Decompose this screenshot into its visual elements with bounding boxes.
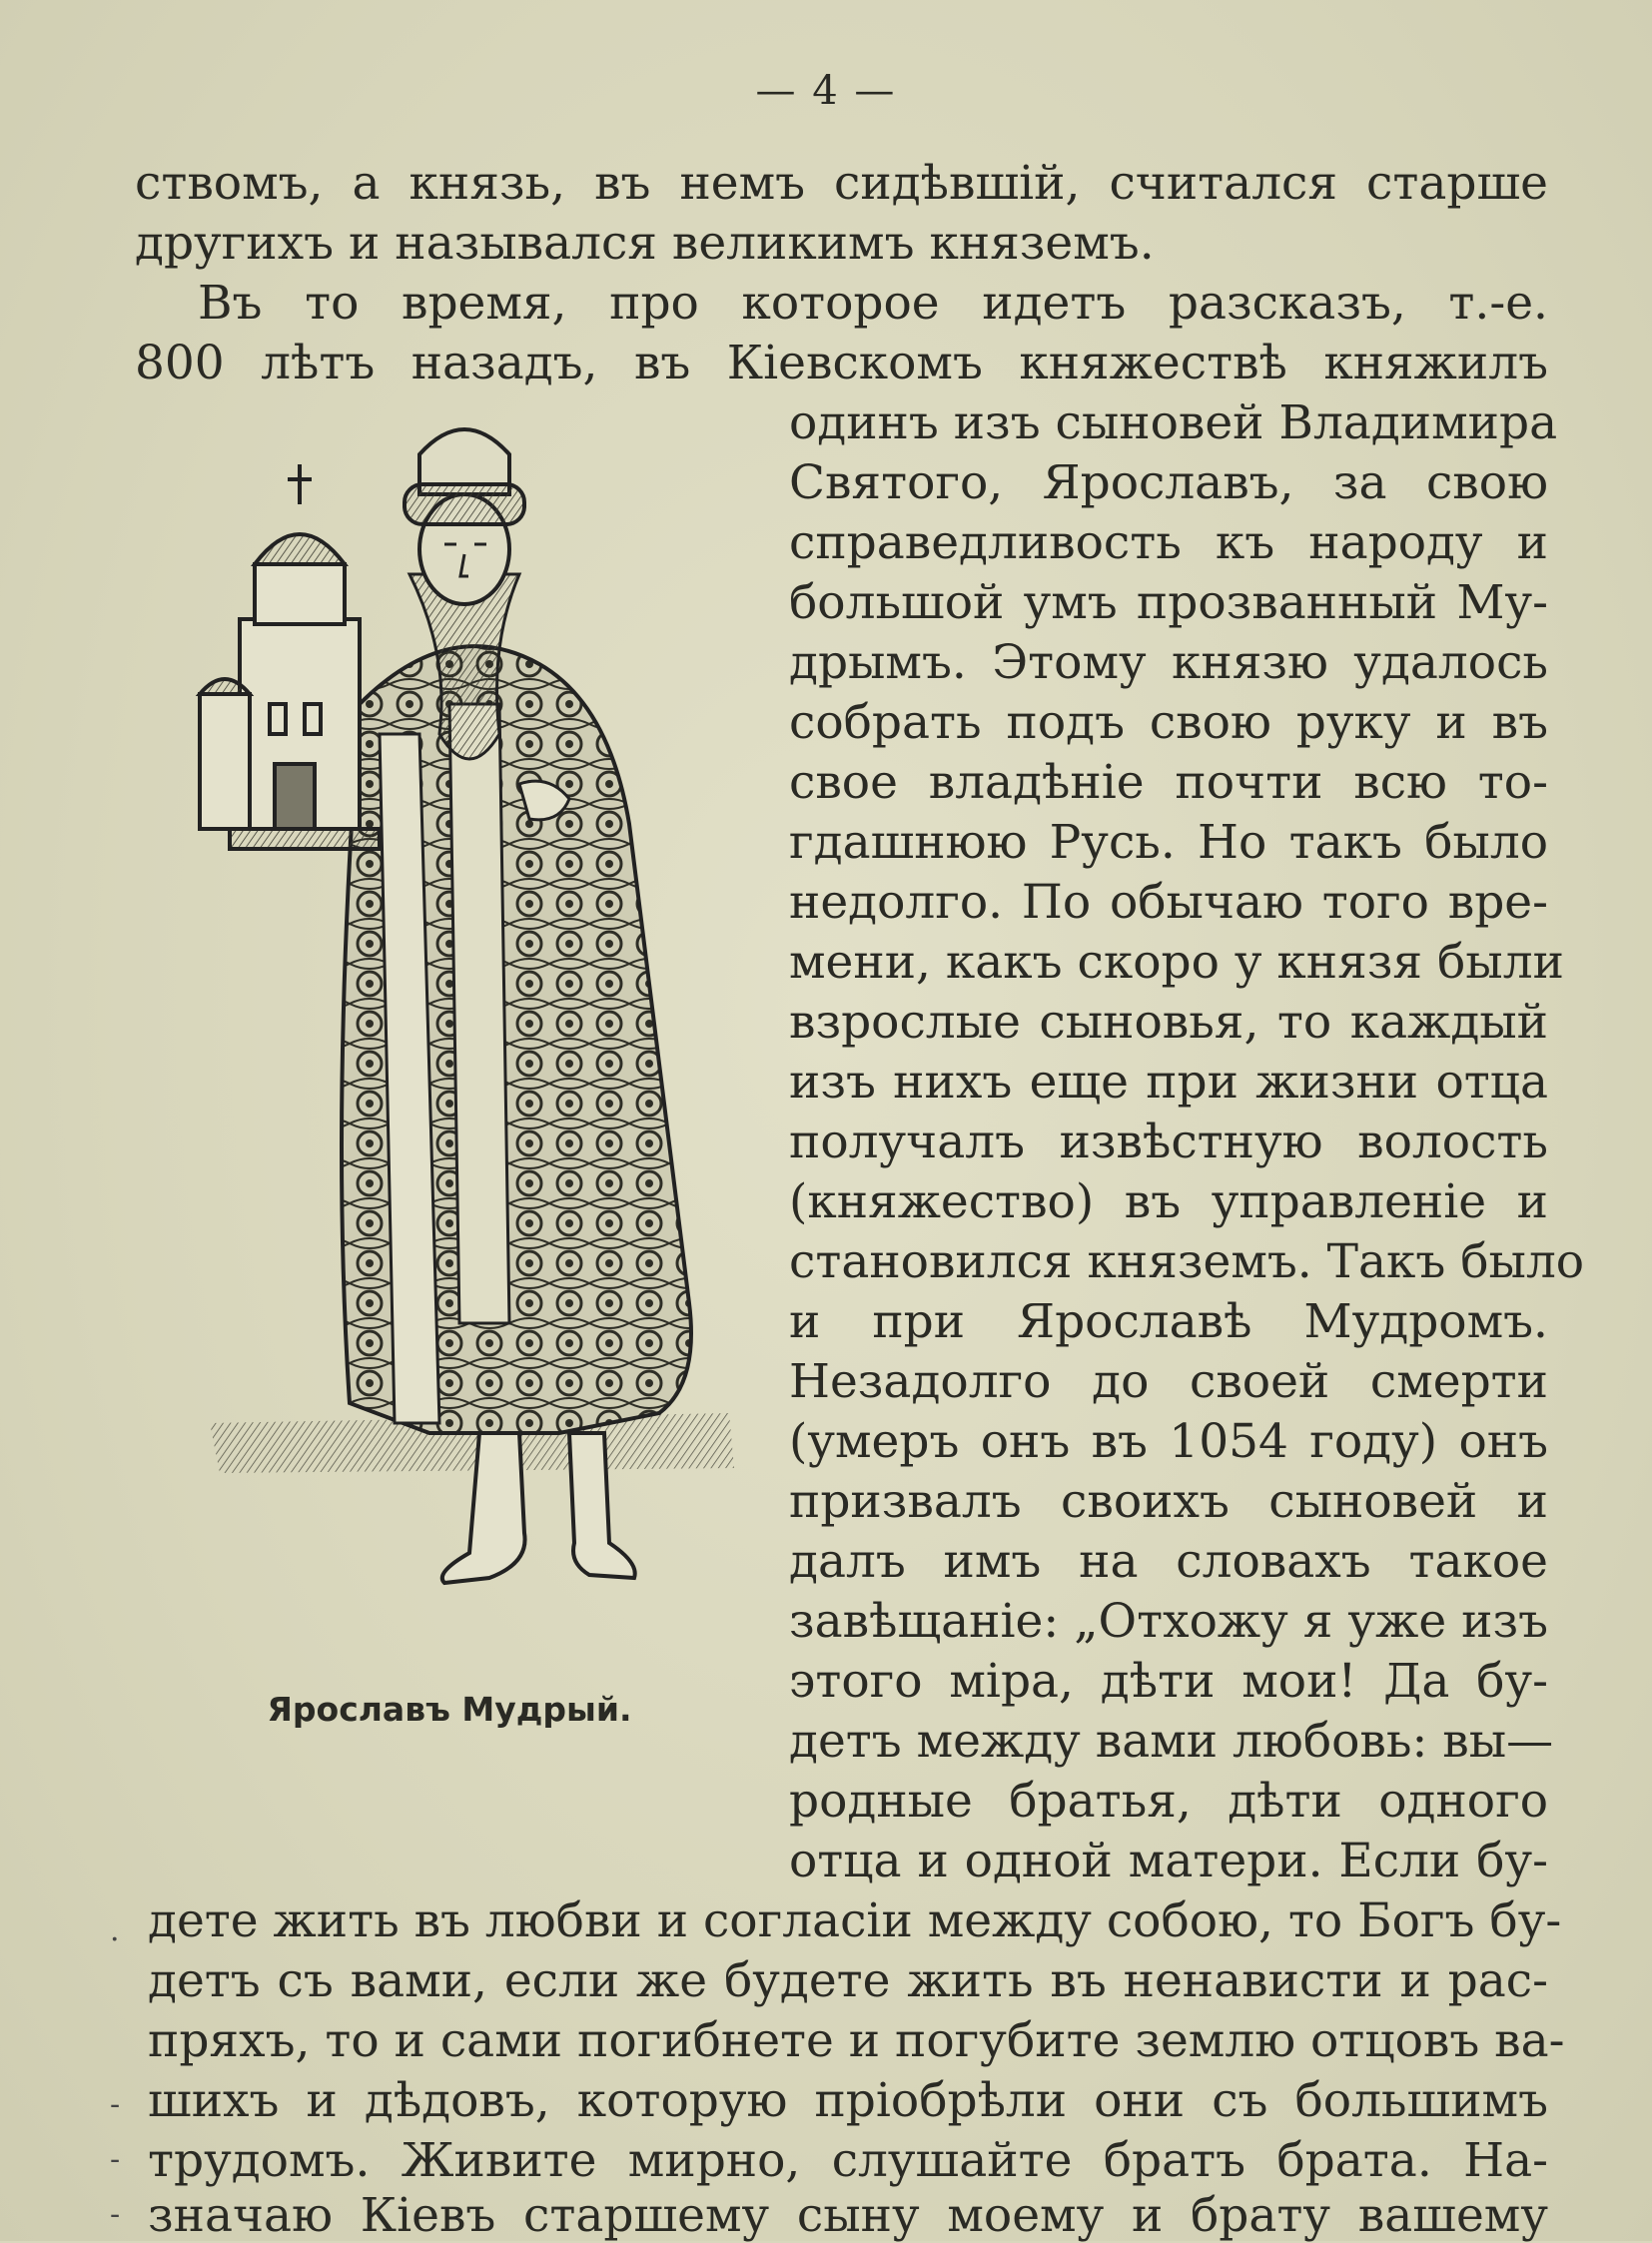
text-line: собрать подъ свою руку и въ [789,695,1548,750]
text-line: дрымъ. Этому князю удалось [789,635,1548,690]
text-line: трудомъ. Живите мирно, слушайте братъ брата. На- [148,2133,1548,2188]
text-line: призвалъ своихъ сыновей и [789,1474,1548,1529]
text-line: этого міра, дѣти мои! Да бу- [789,1654,1548,1709]
margin-mark: - [110,2197,121,2232]
text-line: дете жить въ любви и согласіи между собою, то Богъ бу- [148,1893,1562,1948]
page-number: — 4 — [755,68,897,114]
illustration-caption: Ярославъ Мудрый. [267,1690,632,1729]
text-line: Святого, Ярославъ, за свою [789,455,1548,510]
text-line: детъ съ вами, если же будете жить въ ненависти и рас- [148,1953,1548,2008]
text-line: недолго. По обычаю того вре- [789,875,1548,930]
text-line: (умеръ онъ въ 1054 году) онъ [789,1414,1548,1469]
text-line: 800 лѣтъ назадъ, въ Кіевскомъ княжествѣ княжилъ [135,336,1548,390]
text-line: ствомъ, а князь, въ немъ сидѣвшій, считался старше [135,156,1548,211]
text-line: Незадолго до своей смерти [789,1354,1548,1409]
text-line: становился княземъ. Такъ было [789,1234,1585,1289]
text-line: (княжество) въ управленіе и [789,1174,1548,1229]
text-line: пряхъ, то и сами погибнете и погубите землю отцовъ ва- [148,2013,1565,2068]
text-line: значаю Кіевъ старшему сыну моему и брату вашему [148,2188,1548,2243]
text-line: одинъ изъ сыновей Владимира [789,395,1558,450]
text-line: мени, какъ скоро у князя были [789,935,1564,990]
margin-mark: - [110,2087,121,2122]
text-line: свое владѣніе почти всю то- [789,755,1548,810]
text-line: далъ имъ на словахъ такое [789,1534,1548,1589]
text-line: изъ нихъ еще при жизни отца [789,1055,1548,1110]
text-line: детъ между вами любовь: вы— [789,1714,1554,1769]
text-line: и при Ярославѣ Мудромъ. [789,1294,1548,1349]
text-line: отца и одной матери. Если бу- [789,1834,1548,1888]
text-line: большой умъ прозванный Му- [789,575,1548,630]
margin-mark: - [110,2142,121,2177]
text-line: завѣщаніе: „Отхожу я уже изъ [789,1594,1548,1649]
text-line: получалъ извѣстную волость [789,1115,1548,1169]
text-line: взрослые сыновья, то каждый [789,995,1548,1050]
yaroslav-engraving [190,404,759,1703]
text-line: гдашнюю Русь. Но такъ было [789,815,1548,870]
text-line: Въ то время, про которое идетъ разсказъ, т.-е. [198,276,1548,331]
text-line: родные братья, дѣти одного [789,1774,1548,1829]
text-line: шихъ и дѣдовъ, которую пріобрѣли они съ большимъ [148,2073,1548,2128]
text-line: другихъ и назывался великимъ княземъ. [135,216,1155,271]
text-line: справедливость къ народу и [789,515,1548,570]
margin-mark: · [110,1922,120,1957]
